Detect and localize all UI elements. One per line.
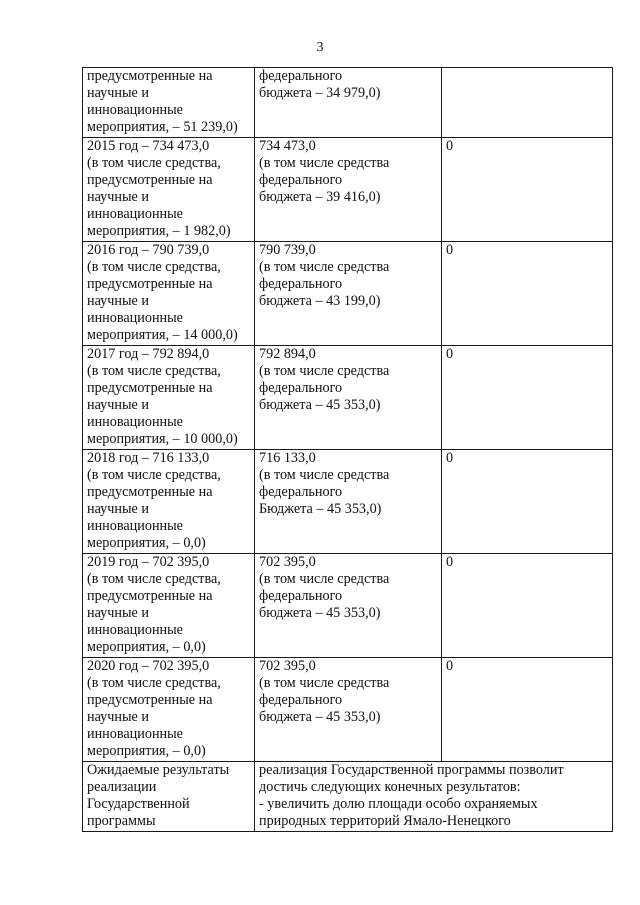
total-funding-cell <box>83 658 255 762</box>
cell-line: 702 395,0 <box>259 554 316 570</box>
total-funding-cell <box>83 450 255 554</box>
cell-line: предусмотренные на <box>87 276 213 292</box>
cell-line: бюджета – 43 199,0) <box>259 293 381 309</box>
cell-line: (в том числе средства, <box>87 675 221 691</box>
cell-line: 0 <box>446 554 454 570</box>
table-row <box>83 658 613 762</box>
total-funding-cell <box>83 242 255 346</box>
regional-budget-cell <box>255 554 442 658</box>
cell-line: научные и <box>87 501 149 517</box>
expected-results-label <box>83 762 255 832</box>
cell-line: федерального <box>259 172 343 188</box>
cell-line: научные и <box>87 397 149 413</box>
cell-line: федерального <box>259 380 343 396</box>
cell-line: (в том числе средства <box>259 571 390 587</box>
total-funding-cell <box>83 138 255 242</box>
cell-line: (в том числе средства <box>259 467 390 483</box>
cell-line: бюджета – 45 353,0) <box>259 709 381 725</box>
cell-line: предусмотренные на <box>87 484 213 500</box>
budget-table <box>82 67 613 832</box>
cell-line: (в том числе средства <box>259 155 390 171</box>
cell-line: природных территорий Ямало-Ненецкого <box>259 813 511 829</box>
cell-line: мероприятия, – 0,0) <box>87 639 206 655</box>
table-row <box>83 68 613 138</box>
cell-line: инновационные <box>87 726 183 742</box>
cell-line: (в том числе средства <box>259 363 390 379</box>
regional-budget-cell <box>255 450 442 554</box>
cell-line: 734 473,0 <box>259 138 316 154</box>
budget-table-body <box>83 68 613 832</box>
table-row <box>83 554 613 658</box>
cell-line: 0 <box>446 450 454 466</box>
cell-line: инновационные <box>87 414 183 430</box>
cell-line: 2015 год – 734 473,0 <box>87 138 210 154</box>
cell-line: 0 <box>446 242 454 258</box>
cell-line: 792 894,0 <box>259 346 316 362</box>
cell-line: мероприятия, – 1 982,0) <box>87 223 231 239</box>
table-row <box>83 450 613 554</box>
cell-line: мероприятия, – 14 000,0) <box>87 327 238 343</box>
cell-line: инновационные <box>87 518 183 534</box>
cell-line: мероприятия, – 10 000,0) <box>87 431 238 447</box>
cell-line: (в том числе средства <box>259 259 390 275</box>
cell-line: предусмотренные на <box>87 380 213 396</box>
cell-line: федерального <box>259 692 343 708</box>
local-budget-cell <box>442 68 613 138</box>
cell-line: 702 395,0 <box>259 658 316 674</box>
cell-line: бюджета – 34 979,0) <box>259 85 381 101</box>
cell-line: бюджета – 45 353,0) <box>259 397 381 413</box>
regional-budget-cell <box>255 138 442 242</box>
cell-line: предусмотренные на <box>87 68 213 84</box>
total-funding-cell <box>83 68 255 138</box>
cell-line: - увеличить долю площади особо охраняемых <box>259 796 538 812</box>
table-row <box>83 242 613 346</box>
cell-line: 716 133,0 <box>259 450 316 466</box>
local-budget-cell <box>442 242 613 346</box>
cell-line: предусмотренные на <box>87 692 213 708</box>
regional-budget-cell <box>255 68 442 138</box>
page-number: 3 <box>316 40 324 55</box>
local-budget-cell <box>442 658 613 762</box>
cell-line: Государственной <box>87 796 190 812</box>
table-row <box>83 346 613 450</box>
cell-line: 2018 год – 716 133,0 <box>87 450 210 466</box>
regional-budget-cell <box>255 242 442 346</box>
cell-line: Ожидаемые результаты <box>87 762 230 778</box>
cell-line: бюджета – 45 353,0) <box>259 605 381 621</box>
cell-line: инновационные <box>87 206 183 222</box>
cell-line: научные и <box>87 605 149 621</box>
cell-line: 0 <box>446 346 454 362</box>
total-funding-cell <box>83 346 255 450</box>
cell-line: (в том числе средства <box>259 675 390 691</box>
cell-line: 2016 год – 790 739,0 <box>87 242 210 258</box>
cell-line: федерального <box>259 276 343 292</box>
cell-line: научные и <box>87 85 149 101</box>
regional-budget-cell <box>255 658 442 762</box>
cell-line: (в том числе средства, <box>87 363 221 379</box>
cell-line: (в том числе средства, <box>87 571 221 587</box>
cell-line: мероприятия, – 51 239,0) <box>87 119 238 135</box>
cell-line: реализации <box>87 779 157 795</box>
cell-line: мероприятия, – 0,0) <box>87 535 206 551</box>
cell-line: научные и <box>87 189 149 205</box>
cell-line: реализация Государственной программы позволит <box>259 762 564 778</box>
cell-line: 790 739,0 <box>259 242 316 258</box>
cell-line: программы <box>87 813 156 829</box>
cell-line: (в том числе средства, <box>87 467 221 483</box>
cell-line: мероприятия, – 0,0) <box>87 743 206 759</box>
cell-line: федерального <box>259 588 343 604</box>
regional-budget-cell <box>255 346 442 450</box>
cell-line: 2020 год – 702 395,0 <box>87 658 210 674</box>
cell-line: инновационные <box>87 310 183 326</box>
cell-line: 0 <box>446 658 454 674</box>
expected-results-row <box>83 762 613 832</box>
cell-line: достичь следующих конечных результатов: <box>259 779 521 795</box>
local-budget-cell <box>442 138 613 242</box>
cell-line: (в том числе средства, <box>87 259 221 275</box>
local-budget-cell <box>442 450 613 554</box>
cell-line: научные и <box>87 709 149 725</box>
cell-line: инновационные <box>87 102 183 118</box>
cell-line: научные и <box>87 293 149 309</box>
expected-results-text <box>255 762 613 832</box>
total-funding-cell <box>83 554 255 658</box>
cell-line: 2017 год – 792 894,0 <box>87 346 210 362</box>
local-budget-cell <box>442 346 613 450</box>
cell-line: (в том числе средства, <box>87 155 221 171</box>
cell-line: бюджета – 39 416,0) <box>259 189 381 205</box>
cell-line: 2019 год – 702 395,0 <box>87 554 210 570</box>
local-budget-cell <box>442 554 613 658</box>
cell-line: федерального <box>259 68 343 84</box>
cell-line: Бюджета – 45 353,0) <box>259 501 382 517</box>
cell-line: 0 <box>446 138 454 154</box>
cell-line: инновационные <box>87 622 183 638</box>
cell-line: предусмотренные на <box>87 588 213 604</box>
cell-line: федерального <box>259 484 343 500</box>
table-row <box>83 138 613 242</box>
cell-line: предусмотренные на <box>87 172 213 188</box>
